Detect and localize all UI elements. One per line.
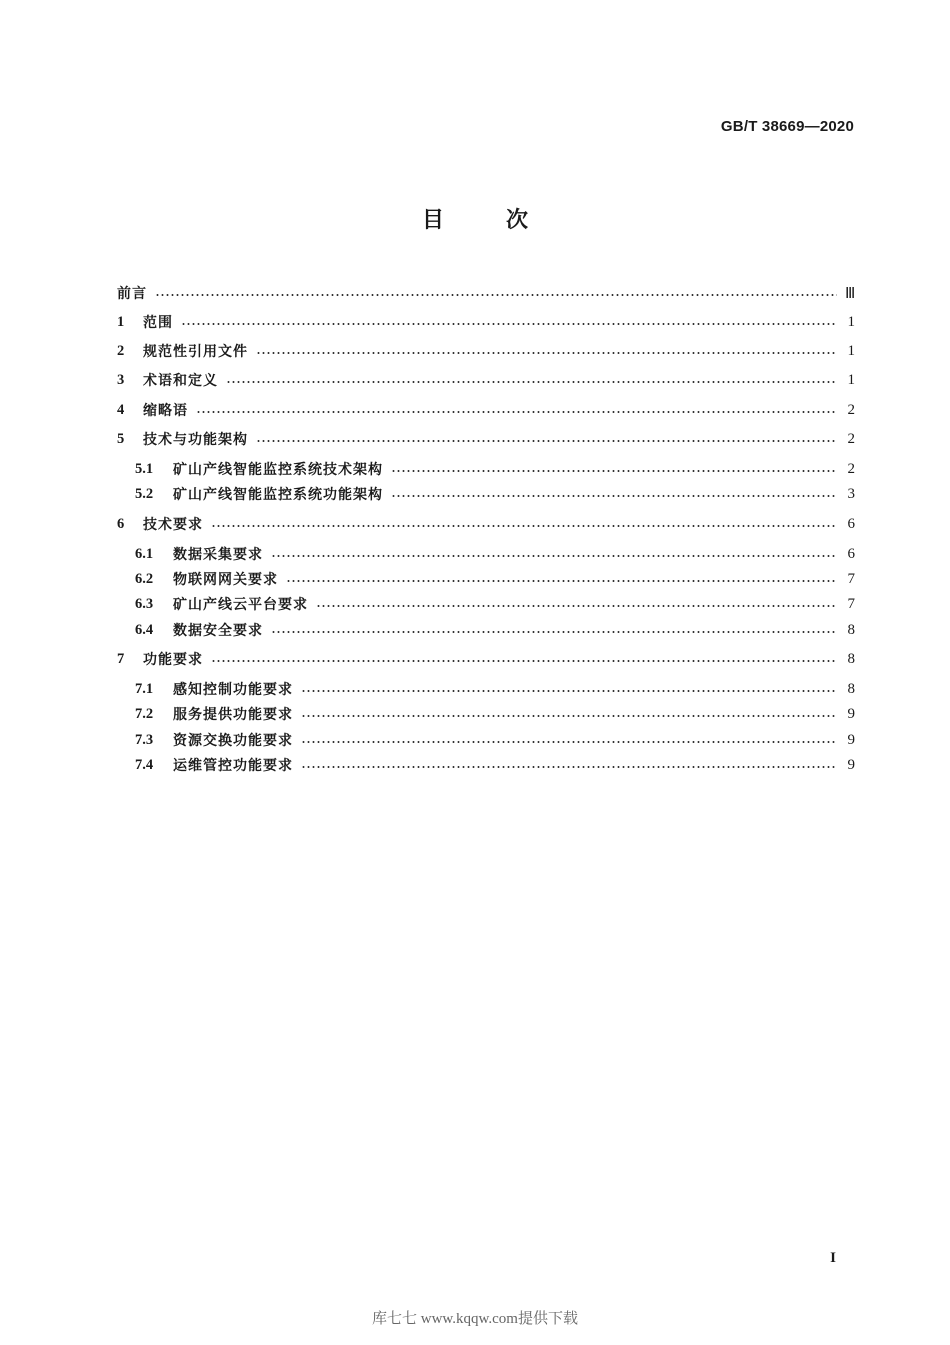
toc-entry-label: 服务提供功能要求 xyxy=(173,707,293,723)
toc-subentry[interactable] xyxy=(135,483,855,505)
toc-entry-label: 缩略语 xyxy=(143,403,188,419)
toc-subentry[interactable] xyxy=(135,619,855,641)
toc-entry-number: 2 xyxy=(117,342,125,359)
toc-entry-label: 技术与功能架构 xyxy=(143,432,248,448)
toc-entry-page: 8 xyxy=(847,650,855,667)
toc-entry-number: 6.2 xyxy=(135,570,154,587)
dot-leader xyxy=(286,580,837,582)
dot-leader xyxy=(301,766,837,768)
toc-entry-page: 2 xyxy=(847,430,855,447)
toc-entry-label: 矿山产线云平台要求 xyxy=(173,597,308,613)
dot-leader xyxy=(226,381,837,383)
dot-leader xyxy=(391,470,837,472)
toc-entry-label: 数据采集要求 xyxy=(173,547,263,563)
toc-subentry[interactable] xyxy=(135,593,855,615)
toc-entry-label: 感知控制功能要求 xyxy=(173,682,293,698)
toc-entry-number: 6.3 xyxy=(135,595,154,612)
toc-entry-label: 数据安全要求 xyxy=(173,623,263,639)
toc-entry-number: 6.4 xyxy=(135,621,154,638)
toc-entry-page: 9 xyxy=(847,731,855,748)
dot-leader xyxy=(301,690,837,692)
toc-entry-label: 矿山产线智能监控系统技术架构 xyxy=(173,462,383,478)
toc-subentry[interactable] xyxy=(135,678,855,700)
standard-code: GB/T 38669—2020 xyxy=(720,118,854,135)
dot-leader xyxy=(211,660,837,662)
toc-subentry[interactable] xyxy=(135,703,855,725)
toc-subentry[interactable] xyxy=(135,754,855,776)
toc-entry-number: 6 xyxy=(117,515,125,532)
toc-entry-number: 5 xyxy=(117,430,125,447)
dot-leader xyxy=(316,605,837,607)
toc-entry-label: 矿山产线智能监控系统功能架构 xyxy=(173,487,383,503)
dot-leader xyxy=(256,440,837,442)
toc-entry-page: 1 xyxy=(847,371,855,388)
toc-entry-page: 6 xyxy=(847,545,855,562)
toc-entry-page: 1 xyxy=(847,342,855,359)
dot-leader xyxy=(301,741,837,743)
dot-leader xyxy=(196,411,837,413)
toc-subentry[interactable] xyxy=(135,543,855,565)
toc-entry-page: 3 xyxy=(847,485,855,502)
dot-leader xyxy=(155,294,837,296)
toc-entry-number: 5.2 xyxy=(135,485,154,502)
toc-entry[interactable] xyxy=(117,648,855,670)
toc-entry-label: 规范性引用文件 xyxy=(143,344,248,360)
toc-entry-label: 术语和定义 xyxy=(143,373,218,389)
toc-entry-page: 9 xyxy=(847,705,855,722)
toc-subentry[interactable] xyxy=(135,568,855,590)
toc-entry-number: 4 xyxy=(117,401,125,418)
dot-leader xyxy=(181,323,837,325)
dot-leader xyxy=(271,631,837,633)
toc-entry-label: 技术要求 xyxy=(143,517,203,533)
toc-entry[interactable] xyxy=(117,340,855,362)
toc-entry-page: 2 xyxy=(847,401,855,418)
toc-entry[interactable] xyxy=(117,311,855,333)
toc-subentry[interactable] xyxy=(135,729,855,751)
toc-entry-page: 9 xyxy=(847,756,855,773)
toc-entry-number: 1 xyxy=(117,313,125,330)
title-char-2: 次 xyxy=(506,208,529,233)
dot-leader xyxy=(211,525,837,527)
toc-entry-page: 7 xyxy=(847,595,855,612)
toc-entry-label: 物联网网关要求 xyxy=(173,572,278,588)
toc-entry-number: 3 xyxy=(117,371,125,388)
dot-leader xyxy=(391,495,837,497)
toc-entry-page: 6 xyxy=(847,515,855,532)
toc-entry-number: 7.3 xyxy=(135,731,154,748)
toc-entry[interactable] xyxy=(117,369,855,391)
toc-entry-number: 6.1 xyxy=(135,545,154,562)
toc-entry-label: 资源交换功能要求 xyxy=(173,733,293,749)
dot-leader xyxy=(271,555,837,557)
title-char-1: 目 xyxy=(421,208,444,233)
toc-entry-number: 7.4 xyxy=(135,756,154,773)
toc-entry-label: 前言 xyxy=(117,286,147,302)
page-folio: I xyxy=(830,1250,836,1266)
toc-entry[interactable] xyxy=(117,399,855,421)
toc-entry-page: 2 xyxy=(847,460,855,477)
toc-entry-page: 8 xyxy=(847,680,855,697)
toc-subentry[interactable] xyxy=(135,458,855,480)
toc-entry[interactable] xyxy=(117,513,855,535)
dot-leader xyxy=(301,715,837,717)
toc-entry-number: 7 xyxy=(117,650,125,667)
toc-entry-number: 5.1 xyxy=(135,460,154,477)
toc-entry-number: 7.1 xyxy=(135,680,154,697)
toc-entry-label: 功能要求 xyxy=(143,652,203,668)
download-watermark: 库七七 www.kqqw.com提供下载 xyxy=(372,1311,578,1327)
dot-leader xyxy=(256,352,837,354)
toc-entry-page: 7 xyxy=(847,570,855,587)
toc-entry-label: 运维管控功能要求 xyxy=(173,758,293,774)
toc-entry-page: 1 xyxy=(847,313,855,330)
toc-entry-page: 8 xyxy=(847,621,855,638)
toc-entry[interactable] xyxy=(117,428,855,450)
toc-entry-foreword[interactable] xyxy=(117,282,855,304)
page-title xyxy=(0,203,950,234)
toc-entry-page: Ⅲ xyxy=(845,285,856,302)
toc-entry-label: 范围 xyxy=(143,315,173,331)
toc-entry-number: 7.2 xyxy=(135,705,154,722)
